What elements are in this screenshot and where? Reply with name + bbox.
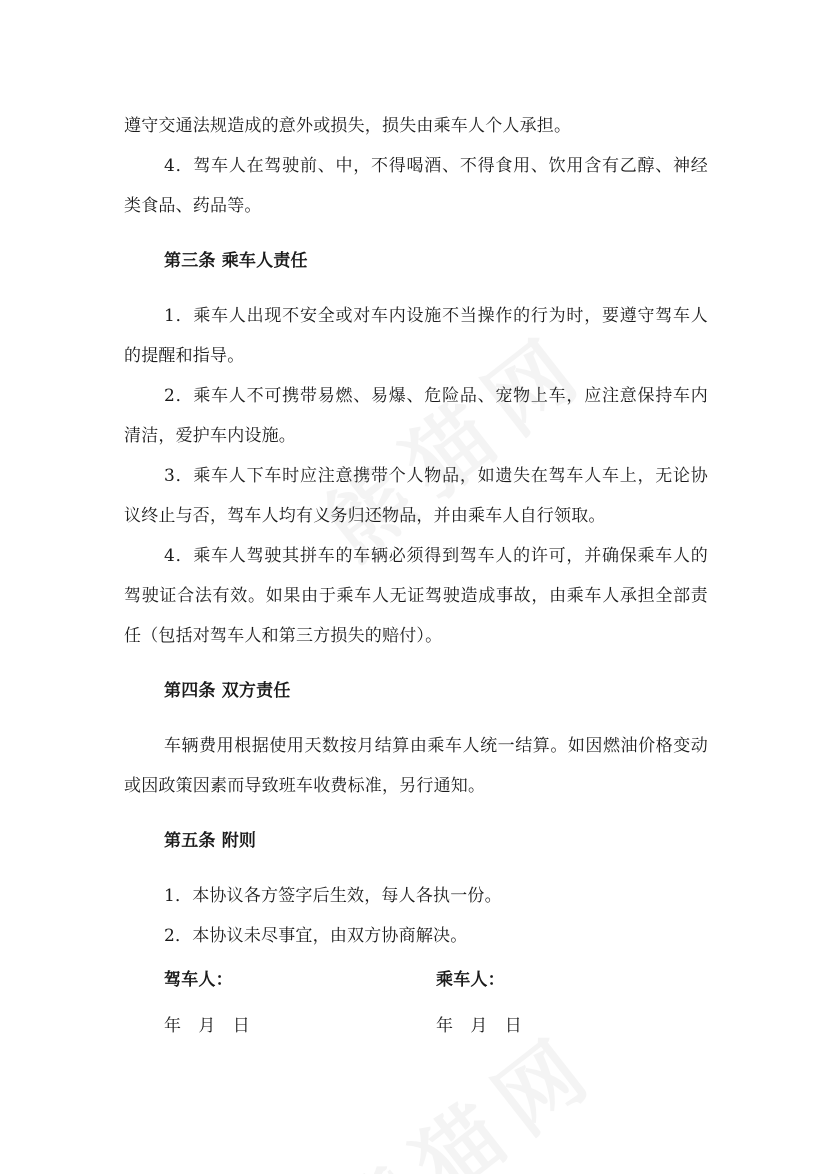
paragraph-continuation: 遵守交通法规造成的意外或损失，损失由乘车人个人承担。 xyxy=(124,116,572,136)
paragraph-item-4: 4．驾车人在驾驶前、中，不得喝酒、不得食用、饮用含有乙醇、神经类食品、药品等。 xyxy=(124,156,708,216)
driver-signature-label: 驾车人： xyxy=(164,970,233,990)
section3-item-2: 2．乘车人不可携带易燃、易爆、危险品、宠物上车，应注意保持车内清洁，爱护车内设施。 xyxy=(124,386,708,446)
section-heading-5: 第五条 附则 xyxy=(164,831,257,851)
section5-item-1: 1．本协议各方签字后生效，每人各执一份。 xyxy=(164,886,502,906)
section-heading-3: 第三条 乘车人责任 xyxy=(164,251,308,271)
signature-row xyxy=(124,960,708,1000)
driver-date: 年 月 日 xyxy=(164,1016,256,1036)
passenger-signature-label: 乘车人： xyxy=(436,970,505,990)
section3-item-3: 3．乘车人下车时应注意携带个人物品，如遗失在驾车人车上，无论协议终止与否，驾车人均有义务归还物品，并由乘车人自行领取。 xyxy=(124,466,708,526)
document-body xyxy=(124,106,708,1046)
section3-item-4: 4．乘车人驾驶其拼车的车辆必须得到驾车人的许可，并确保乘车人的驾驶证合法有效。如果由于乘车人无证驾驶造成事故，由乘车人承担全部责任（包括对驾车人和第三方损失的赔付）。 xyxy=(124,546,708,646)
section-heading-4: 第四条 双方责任 xyxy=(164,681,291,701)
date-row xyxy=(124,1006,708,1046)
passenger-date: 年 月 日 xyxy=(436,1016,528,1036)
section4-item-1: 车辆费用根据使用天数按月结算由乘车人统一结算。如因燃油价格变动或因政策因素而导致班车收费标准，另行通知。 xyxy=(124,736,708,796)
section5-item-2: 2．本协议未尽事宜，由双方协商解决。 xyxy=(164,926,468,946)
section3-item-1: 1．乘车人出现不安全或对车内设施不当操作的行为时，要遵守驾车人的提醒和指导。 xyxy=(124,306,708,366)
